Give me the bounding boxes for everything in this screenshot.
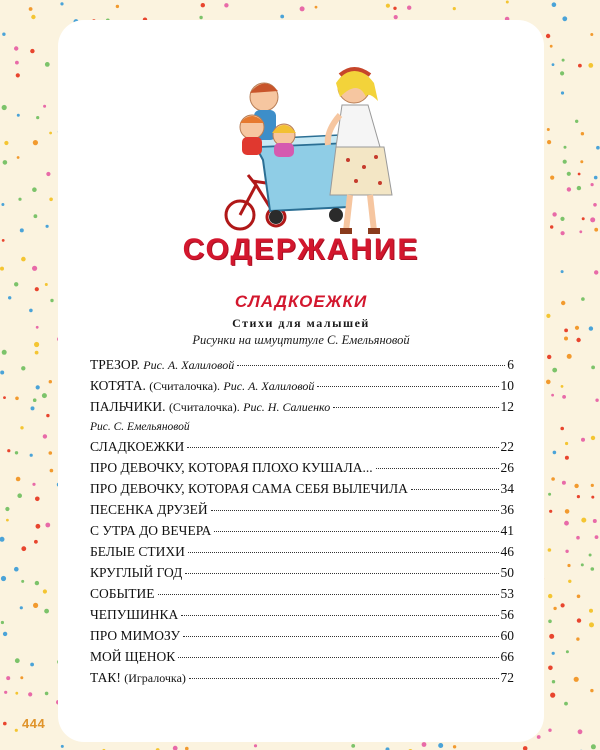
toc-entry-page: 26 bbox=[500, 460, 514, 475]
background-dot bbox=[254, 744, 257, 747]
background-dot bbox=[548, 729, 551, 732]
background-dot bbox=[33, 603, 38, 608]
dot-leader bbox=[188, 552, 499, 553]
background-dot bbox=[32, 187, 37, 192]
background-dot bbox=[15, 61, 19, 65]
background-dot bbox=[30, 454, 33, 457]
toc-entry-page: 46 bbox=[500, 544, 514, 559]
toc-entry-title: ПЕСЕНКА ДРУЗЕЙ bbox=[90, 502, 208, 517]
background-dot bbox=[407, 6, 411, 10]
background-dot bbox=[567, 354, 572, 359]
background-dot bbox=[564, 146, 567, 149]
page-title: СОДЕРЖАНИЕ bbox=[182, 233, 420, 266]
toc-entry[interactable] bbox=[90, 544, 514, 562]
section-subtitle: Стихи для малышей bbox=[232, 316, 370, 330]
background-dot bbox=[315, 6, 318, 9]
background-dot bbox=[49, 451, 53, 455]
background-dot bbox=[17, 114, 20, 117]
background-dot bbox=[560, 427, 564, 431]
toc-entry-title: ТРЕЗОР. bbox=[90, 357, 140, 372]
toc-entry-title: ПРО ДЕВОЧКУ, КОТОРАЯ ПЛОХО КУШАЛА... bbox=[90, 460, 373, 475]
background-dot bbox=[44, 609, 49, 614]
background-dot bbox=[567, 564, 570, 567]
background-dot bbox=[46, 172, 50, 176]
background-dot bbox=[578, 173, 581, 176]
dot-leader bbox=[317, 386, 498, 387]
background-dot bbox=[591, 484, 594, 487]
background-dot bbox=[552, 652, 555, 655]
section-illustrator-credit: Рисунки на шмуцтитуле С. Емельяновой bbox=[192, 333, 410, 347]
toc-entry-title: СЛАДКОЕЖКИ bbox=[90, 439, 185, 454]
background-dot bbox=[50, 299, 53, 302]
background-dot bbox=[561, 301, 565, 305]
background-dot bbox=[2, 239, 5, 242]
background-dot bbox=[2, 105, 7, 110]
dot-leader bbox=[158, 594, 499, 595]
background-dot bbox=[20, 676, 23, 679]
background-dot bbox=[548, 548, 552, 552]
background-dot bbox=[549, 510, 552, 513]
background-dot bbox=[0, 267, 4, 271]
background-dot bbox=[29, 309, 33, 313]
background-dot bbox=[574, 484, 578, 488]
toc-entry-title: ПРО ДЕВОЧКУ, КОТОРАЯ САМА СЕБЯ ВЫЛЕЧИЛА bbox=[90, 481, 408, 496]
background-dot bbox=[550, 693, 555, 698]
background-dot bbox=[591, 744, 596, 749]
background-dot bbox=[21, 257, 26, 262]
background-dot bbox=[546, 314, 550, 318]
background-dot bbox=[565, 442, 568, 445]
background-dot bbox=[36, 326, 39, 329]
background-dot bbox=[565, 456, 569, 460]
background-dot bbox=[547, 128, 550, 131]
background-dot bbox=[3, 396, 6, 399]
background-dot bbox=[16, 477, 21, 482]
dot-leader bbox=[183, 636, 498, 637]
background-dot bbox=[577, 618, 581, 622]
background-dot bbox=[581, 518, 586, 523]
background-dot bbox=[560, 217, 564, 221]
background-dot bbox=[28, 692, 32, 696]
background-dot bbox=[394, 15, 398, 19]
background-dot bbox=[581, 132, 584, 135]
toc-entry-page: 72 bbox=[500, 670, 514, 685]
background-dot bbox=[594, 270, 598, 274]
background-dot bbox=[15, 451, 18, 454]
background-dot bbox=[21, 580, 24, 583]
background-dot bbox=[590, 217, 595, 222]
toc-entry-page: 60 bbox=[500, 628, 514, 643]
background-dot bbox=[30, 663, 34, 667]
background-dot bbox=[546, 34, 550, 38]
background-dot bbox=[7, 449, 10, 452]
dot-leader bbox=[185, 573, 498, 574]
background-dot bbox=[595, 399, 598, 402]
background-dot bbox=[453, 745, 456, 748]
background-dot bbox=[590, 689, 593, 692]
background-dot bbox=[552, 212, 556, 216]
background-dot bbox=[548, 666, 553, 671]
background-dot bbox=[199, 16, 202, 19]
section-title: СЛАДКОЕЖКИ bbox=[234, 292, 368, 311]
background-dot bbox=[562, 59, 565, 62]
background-dot bbox=[49, 132, 52, 135]
toc-entry-illustrator: Рис. А. Халиловой bbox=[223, 379, 315, 393]
toc-entry-page: 53 bbox=[500, 586, 514, 601]
toc-entry[interactable] bbox=[90, 460, 514, 478]
background-dot bbox=[567, 187, 571, 191]
toc-entry-title: КРУГЛЫЙ ГОД bbox=[90, 565, 183, 580]
background-dot bbox=[506, 1, 509, 4]
dot-leader bbox=[333, 407, 498, 408]
background-dot bbox=[588, 63, 593, 68]
background-dot bbox=[594, 228, 598, 232]
dot-leader bbox=[187, 447, 498, 448]
background-dot bbox=[565, 509, 570, 514]
background-dot bbox=[29, 7, 33, 11]
toc-entry[interactable] bbox=[90, 586, 514, 604]
background-dot bbox=[3, 632, 7, 636]
dot-leader bbox=[237, 365, 505, 366]
background-dot bbox=[17, 156, 20, 159]
toc-entry-title: БЕЛЫЕ СТИХИ bbox=[90, 544, 185, 559]
background-dot bbox=[35, 351, 39, 355]
background-dot bbox=[551, 477, 555, 481]
background-dot bbox=[550, 176, 554, 180]
background-dot bbox=[33, 140, 38, 145]
background-dot bbox=[34, 342, 39, 347]
toc-entry-title: КОТЯТА. bbox=[90, 378, 146, 393]
background-dot bbox=[15, 729, 18, 732]
background-dot bbox=[15, 397, 19, 401]
background-dot bbox=[15, 658, 20, 663]
background-dot bbox=[567, 172, 571, 176]
mother-and-children-illustration bbox=[208, 35, 408, 240]
background-dot bbox=[21, 366, 25, 370]
background-dot bbox=[581, 297, 585, 301]
toc-entry[interactable] bbox=[90, 357, 514, 375]
background-dot bbox=[3, 160, 8, 165]
toc-entry-illustrator: Рис. Н. Салиенко bbox=[243, 400, 331, 414]
background-dot bbox=[14, 46, 18, 50]
background-dot bbox=[453, 7, 456, 10]
background-dot bbox=[566, 650, 569, 653]
background-dot bbox=[575, 326, 579, 330]
background-dot bbox=[35, 581, 39, 585]
dot-leader bbox=[376, 468, 499, 469]
toc-entry-title: ЧЕПУШИНКА bbox=[90, 607, 179, 622]
background-dot bbox=[581, 563, 584, 566]
background-dot bbox=[2, 33, 5, 36]
background-dot bbox=[594, 176, 598, 180]
background-dot bbox=[438, 743, 443, 748]
background-dot bbox=[590, 33, 593, 36]
background-dot bbox=[577, 495, 580, 498]
background-dot bbox=[43, 589, 47, 593]
background-dot bbox=[30, 49, 34, 53]
background-dot bbox=[578, 64, 582, 68]
background-dot bbox=[0, 371, 4, 375]
toc-entry[interactable] bbox=[90, 481, 514, 499]
background-dot bbox=[20, 606, 23, 609]
dot-leader bbox=[178, 657, 498, 658]
background-dot bbox=[60, 2, 63, 5]
background-dot bbox=[36, 116, 39, 119]
background-dot bbox=[575, 120, 578, 123]
background-dot bbox=[568, 580, 571, 583]
background-dot bbox=[576, 536, 580, 540]
background-dot bbox=[386, 4, 390, 8]
background-dot bbox=[547, 355, 551, 359]
dot-leader bbox=[411, 489, 499, 490]
background-dot bbox=[552, 63, 555, 66]
background-dot bbox=[393, 7, 396, 10]
background-dot bbox=[20, 228, 24, 232]
background-dot bbox=[553, 607, 556, 610]
background-dot bbox=[561, 385, 564, 388]
toc-entry-page: 50 bbox=[500, 565, 514, 580]
toc-entry-title: ПАЛЬЧИКИ. bbox=[90, 399, 166, 414]
background-dot bbox=[6, 676, 10, 680]
toc-entry[interactable] bbox=[90, 399, 514, 417]
background-dot bbox=[18, 198, 21, 201]
toc-entry-title: МОЙ ЩЕНОК bbox=[90, 649, 176, 664]
background-dot bbox=[300, 6, 305, 11]
background-dot bbox=[43, 434, 47, 438]
toc-entry-page: 6 bbox=[507, 357, 514, 372]
background-dot bbox=[548, 493, 551, 496]
background-dot bbox=[32, 483, 35, 486]
background-dot bbox=[5, 507, 9, 511]
page-number: 444 bbox=[22, 716, 46, 731]
toc-entry-note: (Считалочка). bbox=[149, 379, 221, 393]
dot-leader bbox=[181, 615, 498, 616]
background-dot bbox=[563, 160, 567, 164]
background-dot bbox=[46, 225, 49, 228]
background-dot bbox=[591, 366, 595, 370]
background-dot bbox=[15, 692, 18, 695]
background-dot bbox=[562, 16, 567, 21]
toc-entry[interactable] bbox=[90, 378, 514, 396]
background-dot bbox=[560, 71, 564, 75]
background-dot bbox=[553, 451, 557, 455]
toc-entry-page: 41 bbox=[500, 523, 514, 538]
background-dot bbox=[35, 287, 39, 291]
background-dot bbox=[35, 497, 40, 502]
background-dot bbox=[45, 62, 50, 67]
background-dot bbox=[31, 15, 35, 19]
background-dot bbox=[33, 398, 37, 402]
background-dot bbox=[589, 609, 593, 613]
background-dot bbox=[591, 436, 595, 440]
background-dot bbox=[550, 45, 553, 48]
background-dot bbox=[36, 385, 40, 389]
background-dot bbox=[552, 368, 557, 373]
background-dot bbox=[21, 546, 26, 551]
background-dot bbox=[589, 326, 593, 330]
background-dot bbox=[551, 394, 554, 397]
dot-leader bbox=[211, 510, 499, 511]
toc-entry[interactable] bbox=[90, 523, 514, 541]
toc-entry-page: 66 bbox=[500, 649, 514, 664]
background-dot bbox=[537, 735, 541, 739]
toc-entry-page: 36 bbox=[500, 502, 514, 517]
background-dot bbox=[31, 406, 35, 410]
background-dot bbox=[16, 73, 20, 77]
background-dot bbox=[546, 380, 551, 385]
background-dot bbox=[577, 186, 581, 190]
background-dot bbox=[564, 337, 568, 341]
background-dot bbox=[1, 203, 4, 206]
background-dot bbox=[576, 338, 580, 342]
toc-entry-page: 12 bbox=[500, 399, 514, 414]
background-dot bbox=[0, 537, 5, 542]
background-dot bbox=[549, 634, 554, 639]
background-dot bbox=[595, 535, 599, 539]
toc-entry-page: 10 bbox=[500, 378, 514, 393]
background-dot bbox=[3, 722, 7, 726]
background-dot bbox=[582, 217, 585, 220]
background-dot bbox=[564, 329, 568, 333]
background-dot bbox=[201, 3, 205, 7]
toc-entry[interactable] bbox=[90, 565, 514, 583]
toc-entry-note: (Считалочка). bbox=[168, 400, 240, 414]
toc-entry-illustrator: Рис. А. Халиловой bbox=[143, 358, 235, 372]
background-dot bbox=[577, 595, 581, 599]
background-dot bbox=[564, 702, 568, 706]
background-dot bbox=[550, 225, 553, 228]
toc-entry[interactable] bbox=[90, 649, 514, 667]
background-dot bbox=[561, 91, 564, 94]
background-dot bbox=[552, 2, 557, 7]
background-dot bbox=[548, 594, 552, 598]
toc-entry-note: (Игралочка) bbox=[124, 671, 186, 685]
content-card bbox=[58, 20, 544, 742]
background-dot bbox=[14, 282, 18, 286]
background-dot bbox=[562, 395, 566, 399]
background-dot bbox=[596, 146, 600, 150]
background-dot bbox=[34, 540, 38, 544]
background-dot bbox=[564, 521, 569, 526]
background-dot bbox=[116, 5, 119, 8]
background-dot bbox=[6, 519, 9, 522]
background-dot bbox=[32, 266, 37, 271]
background-dot bbox=[422, 742, 427, 747]
background-dot bbox=[14, 567, 19, 572]
background-dot bbox=[224, 3, 228, 7]
background-dot bbox=[34, 214, 38, 218]
dot-leader bbox=[189, 678, 499, 679]
background-dot bbox=[523, 746, 528, 750]
background-dot bbox=[49, 380, 52, 383]
background-dot bbox=[578, 729, 583, 734]
background-dot bbox=[565, 550, 568, 553]
background-dot bbox=[2, 350, 7, 355]
toc-entry-page: 34 bbox=[500, 481, 514, 496]
background-dot bbox=[45, 283, 48, 286]
background-dot bbox=[36, 524, 41, 529]
background-dot bbox=[593, 519, 597, 523]
background-dot bbox=[589, 622, 594, 627]
background-dot bbox=[4, 691, 7, 694]
background-dot bbox=[561, 603, 565, 607]
toc-entry[interactable] bbox=[90, 607, 514, 625]
background-dot bbox=[4, 141, 8, 145]
background-dot bbox=[562, 481, 566, 485]
toc-entry-title: С УТРА ДО ВЕЧЕРА bbox=[90, 523, 212, 538]
toc-entry-page: 22 bbox=[500, 439, 514, 454]
background-dot bbox=[45, 692, 49, 696]
background-dot bbox=[1, 576, 6, 581]
background-dot bbox=[46, 414, 49, 417]
toc-entry[interactable] bbox=[90, 628, 514, 646]
background-dot bbox=[548, 620, 552, 624]
toc-entry-page: 56 bbox=[500, 607, 514, 622]
background-dot bbox=[547, 140, 551, 144]
toc-entry[interactable] bbox=[90, 439, 514, 457]
group-illustrator-credit: Рис. С. Емельяновой bbox=[90, 421, 190, 433]
background-dot bbox=[561, 270, 564, 273]
background-dot bbox=[1, 621, 4, 624]
background-dot bbox=[49, 198, 53, 202]
toc-entry-title: СОБЫТИЕ bbox=[90, 586, 155, 601]
background-dot bbox=[20, 426, 23, 429]
background-dot bbox=[591, 496, 594, 499]
background-dot bbox=[576, 637, 579, 640]
background-dot bbox=[581, 438, 585, 442]
background-dot bbox=[561, 231, 565, 235]
background-dot bbox=[552, 680, 555, 683]
dot-leader bbox=[214, 531, 498, 532]
background-dot bbox=[50, 469, 54, 473]
background-dot bbox=[173, 746, 178, 750]
background-dot bbox=[45, 523, 50, 528]
toc-entry[interactable] bbox=[90, 670, 514, 688]
background-dot bbox=[591, 567, 595, 571]
background-dot bbox=[17, 493, 22, 498]
background-dot bbox=[351, 744, 355, 748]
background-dot bbox=[591, 183, 594, 186]
toc-entry[interactable] bbox=[90, 502, 514, 520]
background-dot bbox=[593, 203, 597, 207]
background-dot bbox=[580, 160, 583, 163]
background-dot bbox=[42, 393, 47, 398]
background-dot bbox=[574, 677, 579, 682]
toc-entry-title: ПРО МИМОЗУ bbox=[90, 628, 181, 643]
background-dot bbox=[43, 105, 46, 108]
background-dot bbox=[8, 296, 11, 299]
background-dot bbox=[579, 230, 582, 233]
background-dot bbox=[589, 554, 592, 557]
background-dot bbox=[61, 745, 64, 748]
background-dot bbox=[280, 15, 284, 19]
toc-entry-title: ТАК! bbox=[90, 670, 121, 685]
